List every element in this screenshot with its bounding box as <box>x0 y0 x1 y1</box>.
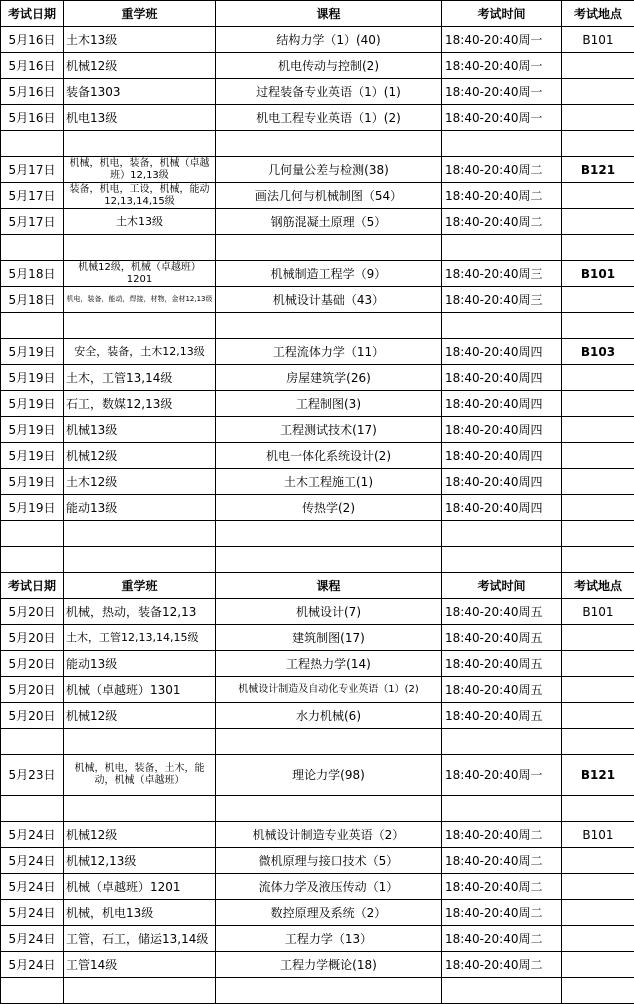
course-name: 微机原理与接口技术（5） <box>216 848 442 874</box>
empty-cell <box>64 796 216 822</box>
empty-cell <box>64 729 216 755</box>
exam-location <box>562 952 634 978</box>
header-course: 课程 <box>216 1 442 27</box>
class-name: 石工，数媒12,13级 <box>64 391 216 417</box>
class-name: 装备，机电，工设，机械，能动12,13,14,15级 <box>64 183 216 209</box>
empty-cell <box>562 547 634 573</box>
course-name: 工程制图(3) <box>216 391 442 417</box>
course-name: 机械制造工程学（9） <box>216 261 442 287</box>
exam-date: 5月23日 <box>1 755 64 796</box>
exam-location: B101 <box>562 822 634 848</box>
table-row <box>1 900 634 926</box>
class-name: 安全，装备，土木12,13级 <box>64 339 216 365</box>
table-row <box>1 27 634 53</box>
exam-date: 5月18日 <box>1 261 64 287</box>
class-name: 机械12,13级 <box>64 848 216 874</box>
exam-location <box>562 443 634 469</box>
class-name: 工管，石工，储运13,14级 <box>64 926 216 952</box>
blank-row <box>1 978 634 1004</box>
table-row <box>1 261 634 287</box>
exam-date: 5月16日 <box>1 27 64 53</box>
empty-cell <box>1 313 64 339</box>
course-name: 机械设计制造及自动化专业英语（1）(2) <box>216 677 442 703</box>
blank-row <box>1 521 634 547</box>
empty-cell <box>216 978 442 1004</box>
course-name: 几何量公差与检测(38) <box>216 157 442 183</box>
exam-time: 18:40-20:40周二 <box>442 900 562 926</box>
exam-location: B101 <box>562 261 634 287</box>
exam-location <box>562 79 634 105</box>
empty-cell <box>442 131 562 157</box>
class-name: 土木12级 <box>64 469 216 495</box>
class-name: 机械，机电13级 <box>64 900 216 926</box>
course-name: 过程装备专业英语（1）(1) <box>216 79 442 105</box>
header-location: 考试地点 <box>562 573 634 599</box>
table-row <box>1 339 634 365</box>
exam-time: 18:40-20:40周四 <box>442 339 562 365</box>
class-name: 土木，工管12,13,14,15级 <box>64 625 216 651</box>
exam-location <box>562 53 634 79</box>
exam-time: 18:40-20:40周一 <box>442 53 562 79</box>
exam-location <box>562 651 634 677</box>
class-name: 土木13级 <box>64 209 216 235</box>
exam-location <box>562 874 634 900</box>
course-name: 机电工程专业英语（1）(2) <box>216 105 442 131</box>
exam-date: 5月19日 <box>1 469 64 495</box>
header-row <box>1 573 634 599</box>
class-name: 机械12级 <box>64 53 216 79</box>
course-name: 传热学(2) <box>216 495 442 521</box>
class-name: 机械12级 <box>64 822 216 848</box>
blank-row <box>1 131 634 157</box>
class-name: 机械，机电，装备，机械（卓越班）12,13级 <box>64 157 216 183</box>
empty-cell <box>1 547 64 573</box>
exam-time: 18:40-20:40周四 <box>442 417 562 443</box>
course-name: 土木工程施工(1) <box>216 469 442 495</box>
exam-location: B121 <box>562 157 634 183</box>
exam-location <box>562 287 634 313</box>
exam-time: 18:40-20:40周五 <box>442 677 562 703</box>
exam-time: 18:40-20:40周二 <box>442 926 562 952</box>
empty-cell <box>64 313 216 339</box>
exam-date: 5月20日 <box>1 651 64 677</box>
header-date: 考试日期 <box>1 1 64 27</box>
class-name: 能动13级 <box>64 651 216 677</box>
empty-cell <box>216 131 442 157</box>
class-name: 装备1303 <box>64 79 216 105</box>
header-class: 重学班 <box>64 573 216 599</box>
table-row <box>1 209 634 235</box>
table-row <box>1 469 634 495</box>
table-row <box>1 822 634 848</box>
empty-cell <box>1 521 64 547</box>
exam-date: 5月17日 <box>1 183 64 209</box>
exam-time: 18:40-20:40周二 <box>442 848 562 874</box>
table-row <box>1 495 634 521</box>
blank-row <box>1 235 634 261</box>
course-name: 工程力学（13） <box>216 926 442 952</box>
table-row <box>1 599 634 625</box>
empty-cell <box>1 796 64 822</box>
empty-cell <box>442 313 562 339</box>
course-name: 房屋建筑学(26) <box>216 365 442 391</box>
exam-location <box>562 625 634 651</box>
table-row <box>1 755 634 796</box>
header-time: 考试时间 <box>442 573 562 599</box>
empty-cell <box>562 131 634 157</box>
exam-time: 18:40-20:40周四 <box>442 443 562 469</box>
course-name: 机械设计基础（43） <box>216 287 442 313</box>
table-row <box>1 391 634 417</box>
exam-location <box>562 391 634 417</box>
exam-date: 5月24日 <box>1 900 64 926</box>
empty-cell <box>216 547 442 573</box>
blank-row <box>1 547 634 573</box>
table-row <box>1 952 634 978</box>
empty-cell <box>216 521 442 547</box>
empty-cell <box>64 131 216 157</box>
header-row <box>1 1 634 27</box>
exam-location <box>562 677 634 703</box>
exam-date: 5月19日 <box>1 443 64 469</box>
section-2-body <box>1 599 634 1004</box>
course-name: 工程力学概论(18) <box>216 952 442 978</box>
empty-cell <box>442 978 562 1004</box>
blank-row <box>1 796 634 822</box>
class-name: 机电13级 <box>64 105 216 131</box>
header-class: 重学班 <box>64 1 216 27</box>
exam-location <box>562 900 634 926</box>
exam-location <box>562 469 634 495</box>
header-course: 课程 <box>216 573 442 599</box>
class-name: 土木13级 <box>64 27 216 53</box>
course-name: 流体力学及液压传动（1） <box>216 874 442 900</box>
exam-date: 5月20日 <box>1 625 64 651</box>
empty-cell <box>442 521 562 547</box>
exam-date: 5月20日 <box>1 599 64 625</box>
table-row <box>1 874 634 900</box>
exam-location <box>562 209 634 235</box>
empty-cell <box>562 729 634 755</box>
empty-cell <box>216 235 442 261</box>
empty-cell <box>64 978 216 1004</box>
exam-date: 5月24日 <box>1 848 64 874</box>
course-name: 机械设计(7) <box>216 599 442 625</box>
table-row <box>1 417 634 443</box>
exam-time: 18:40-20:40周二 <box>442 952 562 978</box>
empty-cell <box>562 796 634 822</box>
table-row <box>1 79 634 105</box>
exam-location: B101 <box>562 599 634 625</box>
class-name: 机械12级，机械（卓越班）1201 <box>64 261 216 287</box>
section-2-header <box>1 573 634 599</box>
empty-cell <box>216 796 442 822</box>
class-name: 机械（卓越班）1201 <box>64 874 216 900</box>
exam-time: 18:40-20:40周四 <box>442 365 562 391</box>
empty-cell <box>1 131 64 157</box>
table-row <box>1 443 634 469</box>
exam-date: 5月17日 <box>1 157 64 183</box>
empty-cell <box>562 978 634 1004</box>
header-location: 考试地点 <box>562 1 634 27</box>
exam-date: 5月16日 <box>1 105 64 131</box>
exam-location <box>562 848 634 874</box>
exam-time: 18:40-20:40周四 <box>442 495 562 521</box>
exam-date: 5月16日 <box>1 79 64 105</box>
exam-date: 5月24日 <box>1 874 64 900</box>
course-name: 水力机械(6) <box>216 703 442 729</box>
exam-date: 5月19日 <box>1 365 64 391</box>
exam-date: 5月18日 <box>1 287 64 313</box>
class-name: 土木，工管13,14级 <box>64 365 216 391</box>
exam-date: 5月24日 <box>1 952 64 978</box>
exam-date: 5月20日 <box>1 677 64 703</box>
table-row <box>1 183 634 209</box>
course-name: 画法几何与机械制图（54） <box>216 183 442 209</box>
class-name: 能动13级 <box>64 495 216 521</box>
blank-row <box>1 729 634 755</box>
exam-date: 5月24日 <box>1 926 64 952</box>
course-name: 建筑制图(17) <box>216 625 442 651</box>
exam-time: 18:40-20:40周一 <box>442 27 562 53</box>
blank-row <box>1 313 634 339</box>
empty-cell <box>442 235 562 261</box>
exam-location <box>562 703 634 729</box>
exam-date: 5月19日 <box>1 417 64 443</box>
empty-cell <box>442 796 562 822</box>
table-row <box>1 105 634 131</box>
empty-cell <box>216 313 442 339</box>
class-name: 机械，机电，装备，土木，能动，机械（卓越班） <box>64 755 216 796</box>
section-1-body <box>1 27 634 573</box>
empty-cell <box>64 547 216 573</box>
table-row <box>1 287 634 313</box>
exam-time: 18:40-20:40周二 <box>442 874 562 900</box>
exam-time: 18:40-20:40周四 <box>442 469 562 495</box>
course-name: 结构力学（1）(40) <box>216 27 442 53</box>
course-name: 钢筋混凝土原理（5） <box>216 209 442 235</box>
class-name: 机电，装备，能动，焊接，材物，金材12,13级 <box>64 287 216 313</box>
exam-time: 18:40-20:40周一 <box>442 79 562 105</box>
empty-cell <box>442 729 562 755</box>
exam-location <box>562 417 634 443</box>
course-name: 机电传动与控制(2) <box>216 53 442 79</box>
table-row <box>1 365 634 391</box>
exam-date: 5月17日 <box>1 209 64 235</box>
exam-time: 18:40-20:40周五 <box>442 599 562 625</box>
course-name: 工程流体力学（11） <box>216 339 442 365</box>
empty-cell <box>562 313 634 339</box>
table-row <box>1 625 634 651</box>
exam-date: 5月24日 <box>1 822 64 848</box>
exam-time: 18:40-20:40周二 <box>442 157 562 183</box>
exam-date: 5月19日 <box>1 339 64 365</box>
exam-date: 5月20日 <box>1 703 64 729</box>
empty-cell <box>562 235 634 261</box>
exam-date: 5月19日 <box>1 391 64 417</box>
course-name: 工程测试技术(17) <box>216 417 442 443</box>
exam-time: 18:40-20:40周五 <box>442 651 562 677</box>
course-name: 机电一体化系统设计(2) <box>216 443 442 469</box>
empty-cell <box>442 547 562 573</box>
exam-location <box>562 183 634 209</box>
table-row <box>1 677 634 703</box>
empty-cell <box>1 729 64 755</box>
exam-time: 18:40-20:40周三 <box>442 287 562 313</box>
exam-date: 5月19日 <box>1 495 64 521</box>
course-name: 数控原理及系统（2） <box>216 900 442 926</box>
course-name: 工程热力学(14) <box>216 651 442 677</box>
class-name: 工管14级 <box>64 952 216 978</box>
header-time: 考试时间 <box>442 1 562 27</box>
class-name: 机械12级 <box>64 703 216 729</box>
exam-time: 18:40-20:40周二 <box>442 183 562 209</box>
class-name: 机械（卓越班）1301 <box>64 677 216 703</box>
empty-cell <box>64 521 216 547</box>
exam-location: B121 <box>562 755 634 796</box>
table-row <box>1 848 634 874</box>
class-name: 机械12级 <box>64 443 216 469</box>
course-name: 机械设计制造专业英语（2） <box>216 822 442 848</box>
empty-cell <box>1 235 64 261</box>
empty-cell <box>216 729 442 755</box>
empty-cell <box>562 521 634 547</box>
class-name: 机械，热动，装备12,13 <box>64 599 216 625</box>
table-row <box>1 926 634 952</box>
exam-time: 18:40-20:40周二 <box>442 822 562 848</box>
empty-cell <box>64 235 216 261</box>
exam-time: 18:40-20:40周一 <box>442 755 562 796</box>
exam-location <box>562 926 634 952</box>
exam-location: B103 <box>562 339 634 365</box>
exam-location <box>562 495 634 521</box>
exam-date: 5月16日 <box>1 53 64 79</box>
empty-cell <box>1 978 64 1004</box>
table-row <box>1 53 634 79</box>
exam-location <box>562 365 634 391</box>
table-row <box>1 651 634 677</box>
exam-time: 18:40-20:40周一 <box>442 105 562 131</box>
exam-time: 18:40-20:40周五 <box>442 625 562 651</box>
header-date: 考试日期 <box>1 573 64 599</box>
course-name: 理论力学(98) <box>216 755 442 796</box>
table-row <box>1 703 634 729</box>
exam-time: 18:40-20:40周二 <box>442 209 562 235</box>
class-name: 机械13级 <box>64 417 216 443</box>
table-row <box>1 157 634 183</box>
exam-location: B101 <box>562 27 634 53</box>
exam-time: 18:40-20:40周三 <box>442 261 562 287</box>
exam-time: 18:40-20:40周四 <box>442 391 562 417</box>
exam-location <box>562 105 634 131</box>
exam-time: 18:40-20:40周五 <box>442 703 562 729</box>
